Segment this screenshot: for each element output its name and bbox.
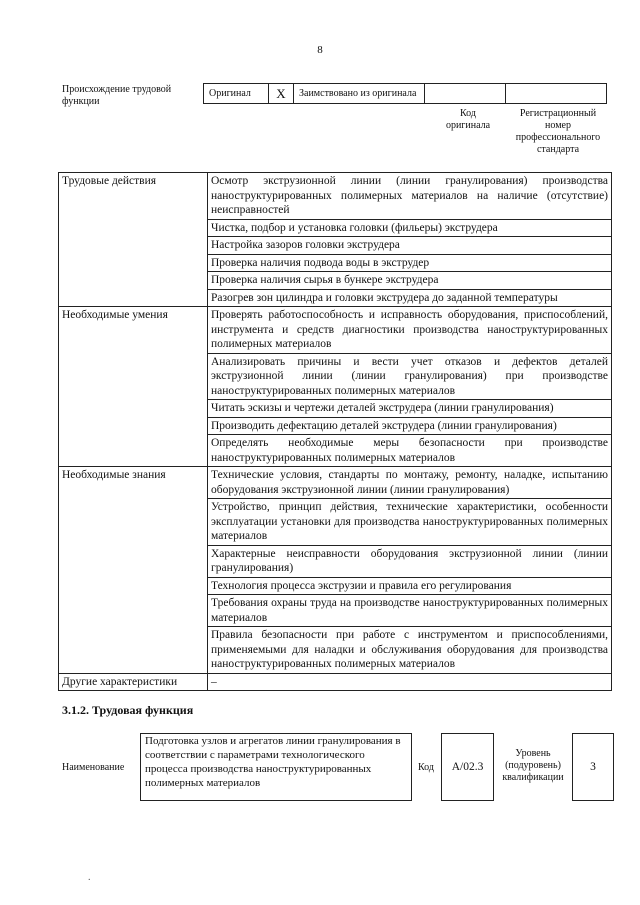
- table-row: [59, 173, 612, 220]
- item-cell: Анализировать причины и вести учет отказов и дефектов деталей экструзионной линии (линии гранулирования) при производстве наноструктурированных полимерных материалов: [208, 353, 612, 400]
- category-cell: Трудовые действия: [59, 173, 208, 307]
- item-cell: Устройство, принцип действия, технические характеристики, особенности эксплуатации установки для производства наноструктурированных полимерных материалов: [208, 499, 612, 546]
- item-cell: Правила безопасности при работе с инструментом и приспособлениями, применяемыми для наладки и обслуживания оборудования для производства наноструктурированных полимерных материалов: [208, 627, 612, 674]
- item-cell: Производить дефектацию деталей экструдера (линии гранулирования): [208, 417, 612, 435]
- item-cell: Проверка наличия подвода воды в экструдер: [208, 254, 612, 272]
- function-name-label: Наименование: [62, 762, 125, 773]
- item-cell: Настройка зазоров головки экструдера: [208, 237, 612, 255]
- item-cell: Требования охраны труда на производстве наноструктурированных полимерных материалов: [208, 595, 612, 627]
- item-cell: Разогрев зон цилиндра и головки экструдера до заданной температуры: [208, 289, 612, 307]
- category-cell: Другие характеристики: [59, 673, 208, 691]
- table-row: [59, 467, 612, 499]
- origin-table: [203, 83, 607, 104]
- item-cell: Проверять работоспособность и исправность оборудования, приспособлений, инструмента и средств диагностики производства наноструктурированных полимерных материалов: [208, 307, 612, 354]
- item-cell: Определять необходимые меры безопасности при производстве наноструктурированных полимерных материалов: [208, 435, 612, 467]
- category-cell: Необходимые знания: [59, 467, 208, 674]
- item-cell: Осмотр экструзионной линии (линии гранулирования) производства наноструктурированных полимерных материалов на наличие (отсутствие) неисправностей: [208, 173, 612, 220]
- labor-function-table: [58, 172, 612, 691]
- item-cell: Характерные неисправности оборудования экструзионной линии (линии гранулирования): [208, 545, 612, 577]
- borrowed-label: Заимствовано из оригинала: [294, 84, 425, 104]
- stray-mark: .: [88, 872, 91, 883]
- registration-number-cell: [506, 84, 607, 104]
- item-cell: Технология процесса экструзии и правила его регулирования: [208, 577, 612, 595]
- original-code-cell: [425, 84, 506, 104]
- table-row: [59, 307, 612, 354]
- item-cell: Проверка наличия сырья в бункере экструдера: [208, 272, 612, 290]
- page-number: 8: [317, 44, 323, 56]
- function-code-label: Код: [418, 762, 434, 773]
- category-cell: Необходимые умения: [59, 307, 208, 467]
- registration-number-label: Регистрационный номер профессионального стандарта: [515, 108, 601, 155]
- qualification-level-value: 3: [572, 733, 614, 801]
- item-cell: Чистка, подбор и установка головки (фильеры) экструдера: [208, 219, 612, 237]
- function-code-value: А/02.3: [441, 733, 494, 801]
- table-row: [59, 673, 612, 691]
- item-cell: Технические условия, стандарты по монтажу, ремонту, наладке, испытанию оборудования экструзионной линии (линии гранулирования): [208, 467, 612, 499]
- origin-label: Происхождение трудовой функции: [62, 84, 172, 107]
- original-code-label: Код оригинала: [445, 108, 491, 131]
- original-mark: X: [269, 84, 294, 104]
- section-title: 3.1.2. Трудовая функция: [62, 703, 194, 717]
- function-name-value: Подготовка узлов и агрегатов линии гранулирования в соответствии с параметрами технологического процесса производства наноструктурированных полимерных материалов: [140, 733, 412, 801]
- original-label: Оригинал: [204, 84, 269, 104]
- qualification-level-label: Уровень (подуровень) квалификации: [502, 748, 564, 783]
- item-cell: –: [208, 673, 612, 691]
- item-cell: Читать эскизы и чертежи деталей экструдера (линии гранулирования): [208, 400, 612, 418]
